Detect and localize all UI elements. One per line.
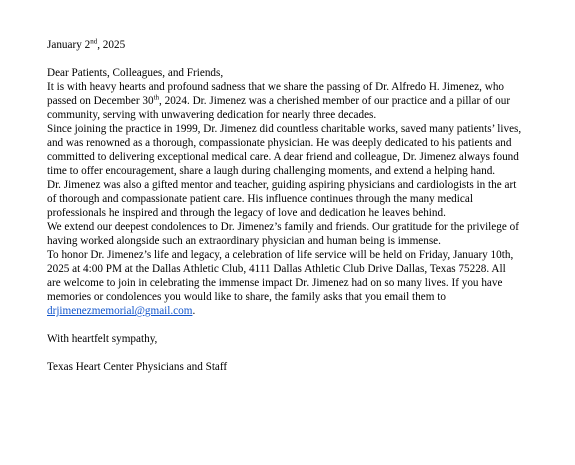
paragraph-passing-text: It is with heavy hearts and profound sadness that we share the passing of Dr. Alfredo H. Jimenez, who passed on December 30 [47, 81, 505, 107]
date-year: , 2025 [97, 39, 126, 51]
paragraph-mentor: Dr. Jimenez was also a gifted mentor and teacher, guiding aspiring physicians and cardiologists in the art of thorough and compassionate patient care. His influence continues through the many medical professionals he inspired and through the legacy of love and dedication he leaves behind. [47, 179, 517, 219]
spacer [47, 52, 522, 66]
signature: Texas Heart Center Physicians and Staff [47, 361, 228, 373]
date-ordinal-suffix: th [153, 93, 160, 102]
date-month-day: January 2 [47, 39, 91, 51]
paragraph-celebration-text: To honor Dr. Jimenez’s life and legacy, a celebration of life service will be held on Friday, January 10th, 2025 at 4:00 PM at the Dallas Athletic Club, 4111 Dallas Athletic Club Drive Dallas, Texas 75228. All are welcome to join in celebrating the immense impact Dr. Jimenez had on so many lives. If you have memories or condolences you would like to share, the family asks that you email them to [47, 249, 514, 303]
paragraph-celebration-end: . [192, 305, 196, 317]
email-link[interactable]: drjimenezmemorial@gmail.com [47, 305, 193, 317]
closing: With heartfelt sympathy, [47, 333, 158, 345]
paragraph-condolences: We extend our deepest condolences to Dr. Jimenez’s family and friends. Our gratitude for the privilege of having worked alongside such an extraordinary physician and human being is immense. [47, 221, 519, 247]
paragraph-passing-text-cont: , 2024. Dr. Jimenez was a cherished member of our practice and a pillar of our community, serving with unwavering dedication for nearly three decades. [47, 95, 511, 121]
letter-date [47, 38, 522, 52]
spacer [47, 346, 522, 360]
paragraph-career: Since joining the practice in 1999, Dr. Jimenez did countless charitable works, saved many patients’ lives, and was renowned as a thorough, compassionate physician. He was deeply dedicated to his patients and committed to delivering exceptional medical care. A dear friend and colleague, Dr. Jimenez always found time to offer encouragement, share a laugh during challenging moments, and extend a helping hand. [47, 123, 522, 177]
spacer [47, 318, 522, 332]
letter-body [47, 38, 522, 374]
greeting: Dear Patients, Colleagues, and Friends, [47, 67, 224, 79]
paragraph-passing [47, 80, 522, 122]
paragraph-celebration [47, 248, 522, 318]
date-ordinal-suffix: nd [90, 37, 98, 46]
